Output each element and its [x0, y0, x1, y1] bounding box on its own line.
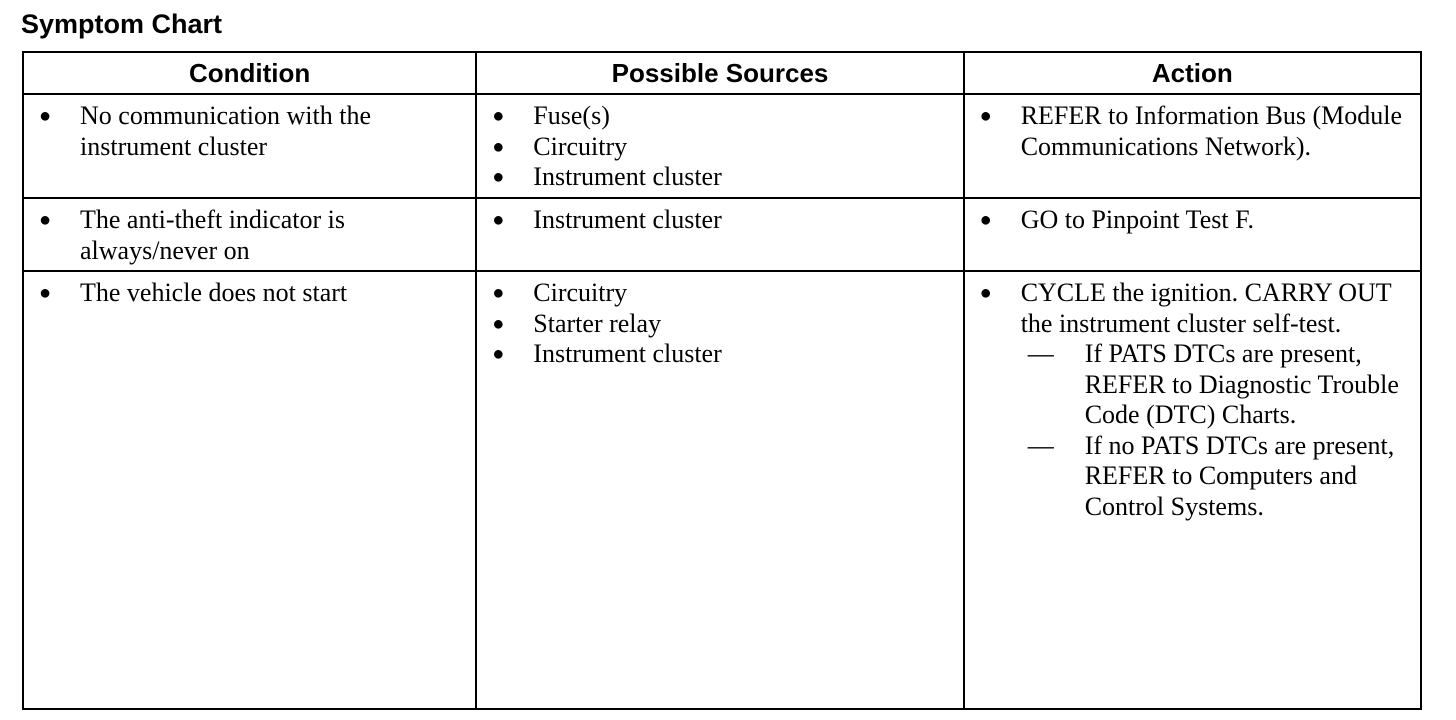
dash-icon: —: [1027, 430, 1054, 460]
condition-cell: [23, 94, 476, 198]
bullet-icon: ●: [492, 166, 505, 188]
bullet-icon: ●: [492, 312, 505, 335]
symptom-table: [22, 51, 1422, 710]
sources-cell: [476, 198, 963, 271]
condition-item: ● No communication with the instrument cluster: [38, 101, 372, 161]
action-cell: [964, 198, 1421, 271]
sources-cell: [476, 94, 963, 198]
action-item: ● REFER to Information Bus (Module Communications Network).: [979, 101, 1403, 161]
bullet-icon: ●: [492, 135, 505, 158]
sub-action-item: — If no PATS DTCs are present, REFER to Computers and Control Systems.: [1021, 431, 1406, 523]
bullet-icon: ●: [492, 282, 505, 304]
bullet-icon: ●: [492, 343, 505, 365]
condition-item: ● The vehicle does not start: [38, 278, 348, 307]
source-item: ● Fuse(s): [492, 101, 610, 130]
page-title: Symptom Chart: [21, 9, 223, 39]
column-header-action: Action: [964, 52, 1421, 94]
sources-cell: [476, 271, 963, 709]
source-item: ● Starter relay: [492, 308, 662, 338]
bullet-icon: ●: [38, 282, 52, 304]
table-row: [23, 94, 1421, 198]
column-header-sources: Possible Sources: [476, 52, 963, 94]
sub-action-item: — If PATS DTCs are present, REFER to Diagnostic Trouble Code (DTC) Charts.: [1021, 339, 1406, 431]
dash-icon: —: [1027, 339, 1054, 368]
table-header-row: [23, 52, 1421, 94]
condition-cell: [23, 198, 476, 271]
table-row: [23, 271, 1421, 709]
action-item: ● GO to Pinpoint Test F.: [979, 205, 1254, 234]
table-row: [23, 198, 1421, 271]
bullet-icon: ●: [492, 209, 505, 231]
source-item: ● Instrument cluster: [492, 339, 722, 368]
bullet-icon: ●: [492, 105, 505, 127]
bullet-icon: ●: [979, 105, 992, 127]
column-header-condition: Condition: [23, 52, 476, 94]
bullet-icon: ●: [38, 209, 52, 231]
bullet-icon: ●: [38, 105, 52, 127]
source-item: ● Instrument cluster: [492, 205, 722, 234]
bullet-icon: ●: [979, 209, 992, 231]
action-item: ● CYCLE the ignition. CARRY OUT the instrument cluster self-test. — If PATS DTCs are present, REFER to Diagnostic Trouble Code (DTC) Charts. — If no PATS DTCs are present, REFER to Computers and Control Systems.: [979, 278, 1406, 522]
condition-item: ● The anti-theft indicator is always/never on: [38, 205, 345, 265]
bullet-icon: ●: [979, 282, 992, 304]
action-cell: [964, 94, 1421, 198]
condition-cell: [23, 271, 476, 709]
source-item: ● Instrument cluster: [492, 162, 722, 191]
source-item: ● Circuitry: [492, 131, 628, 161]
action-cell: [964, 271, 1421, 709]
source-item: ● Circuitry: [492, 278, 628, 307]
